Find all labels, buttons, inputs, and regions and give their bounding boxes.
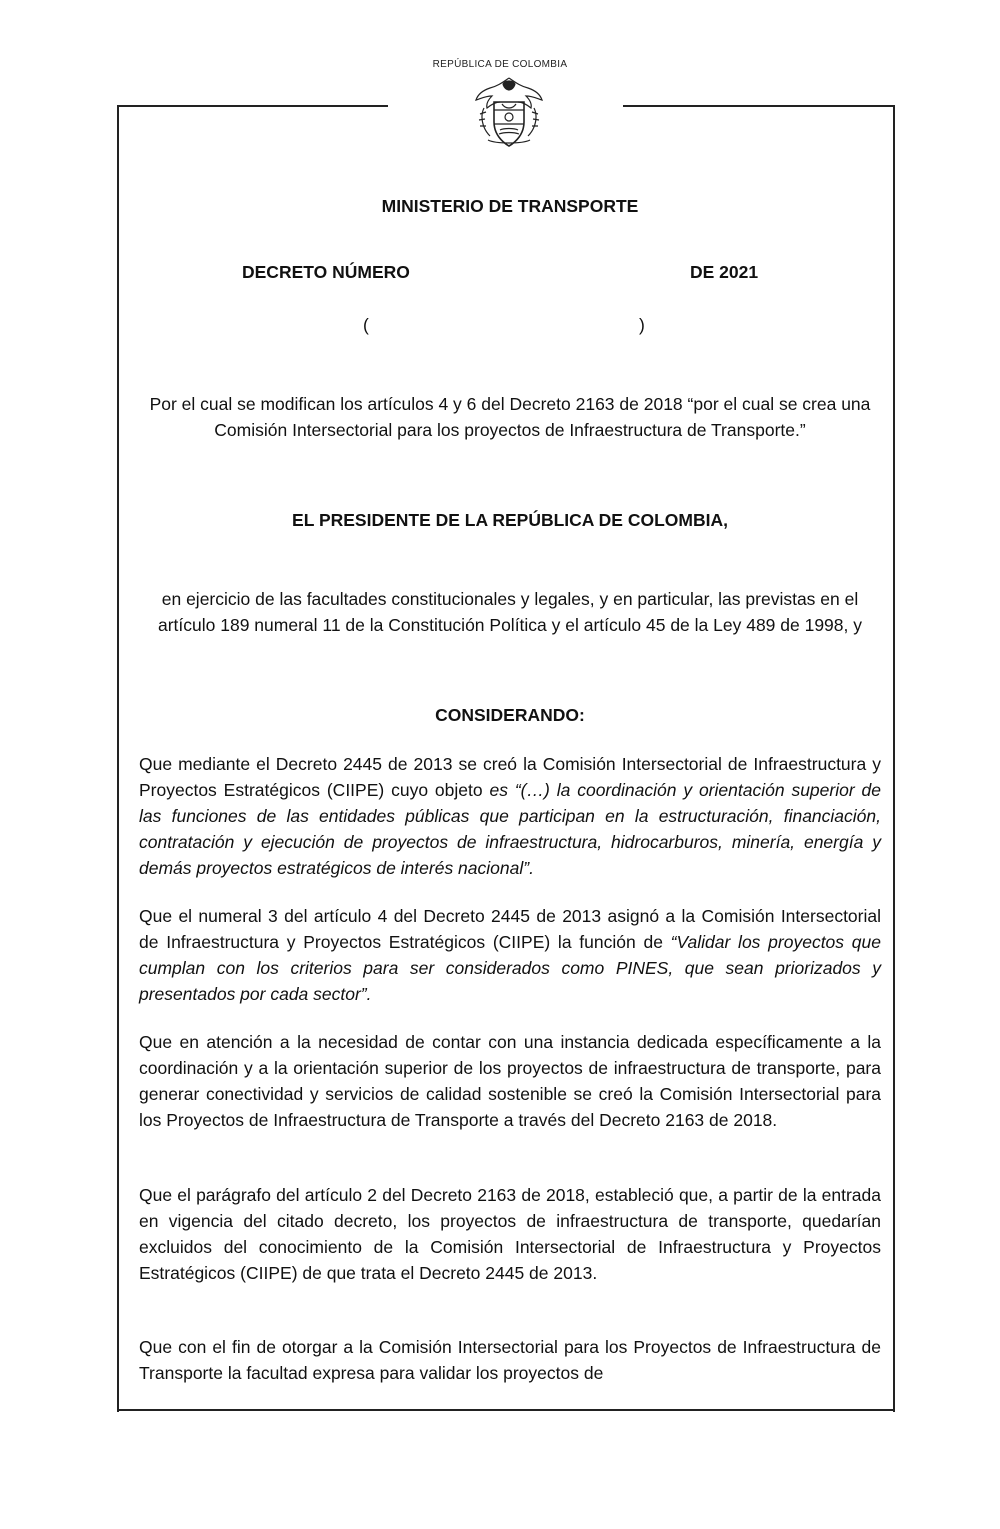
colombia-coat-of-arms-icon (470, 74, 548, 150)
frame-bottom (117, 1409, 895, 1411)
frame-top-right (623, 105, 895, 107)
considerando-paragraph-5: Que con el fin de otorgar a la Comisión Intersectorial para los Proyectos de Infraestructura de Transporte la facultad expresa para validar los proyectos de (139, 1337, 881, 1383)
considerando-paragraph-4: Que el parágrafo del artículo 2 del Decreto 2163 de 2018, estableció que, a partir de la entrada en vigencia del citado decreto, los proyectos de infraestructura de transporte, quedarían excluidos del conocimiento de la Comisión Intersectorial de Infraestructura y Proyectos Estratégicos (CIIPE) de que trata el Decreto 2445 de 2013. (139, 1185, 881, 1283)
frame-top-left (117, 105, 388, 107)
republica-header: REPÚBLICA DE COLOMBIA (432, 59, 568, 70)
facultades-paragraph: en ejercicio de las facultades constitucionales y legales, y en particular, las previstas en el artículo 189 numeral 11 de la Constitución Política y el artículo 45 de la Ley 489 de 1998, y (158, 589, 862, 635)
considerando-paragraph-2 (139, 903, 881, 1007)
decreto-paren-close: ) (639, 315, 645, 335)
considerando-paragraph-3: Que en atención a la necesidad de contar con una instancia dedicada específicamente a la coordinación y a la orientación superior de los proyectos de infraestructura de transporte, para generar conectividad y servicios de calidad sostenible se creó la Comisión Intersectorial para los Proyectos de Infraestructura de Transporte a través del Decreto 2163 de 2018. (139, 1032, 881, 1130)
decreto-anio-label: DE 2021 (690, 262, 759, 282)
ministerio-title: MINISTERIO DE TRANSPORTE (381, 196, 639, 216)
decreto-numero-label: DECRETO NÚMERO (242, 262, 410, 282)
decreto-paren-open: ( (363, 315, 369, 335)
considerando-heading: CONSIDERANDO: (435, 705, 585, 725)
considerando-1-quote: es “(…) la coordinación y orientación superior de las funciones de las entidades públicas que participan en la estructuración, financiación, contratación y ejecución de proyectos de infraestructura, hidrocarburos, minería, energía y demás proyectos estratégicos de interés nacional”. (139, 780, 882, 878)
frame-right (893, 105, 895, 1412)
epigrafe: Por el cual se modifican los artículos 4 y 6 del Decreto 2163 de 2018 “por el cual se crea una Comisión Intersectorial para los proyectos de Infraestructura de Transporte.” (149, 394, 871, 440)
frame-left (117, 105, 119, 1412)
considerando-paragraph-1 (139, 751, 881, 881)
presidente-heading: EL PRESIDENTE DE LA REPÚBLICA DE COLOMBIA, (292, 510, 728, 530)
considerando-2-quote: “Validar los proyectos que cumplan con los criterios para ser considerados como PINES, que sean priorizados y presentados por cada sector”. (139, 932, 881, 1004)
considerando-2-text: Que el numeral 3 del artículo 4 del Decreto 2445 de 2013 asignó a la Comisión Intersectorial de Infraestructura y Proyectos Estratégicos (CIIPE) la función de (139, 906, 881, 952)
considerando-1-text: Que mediante el Decreto 2445 de 2013 se creó la Comisión Intersectorial de Infraestructura y Proyectos Estratégicos (CIIPE) cuyo objeto (139, 754, 881, 800)
